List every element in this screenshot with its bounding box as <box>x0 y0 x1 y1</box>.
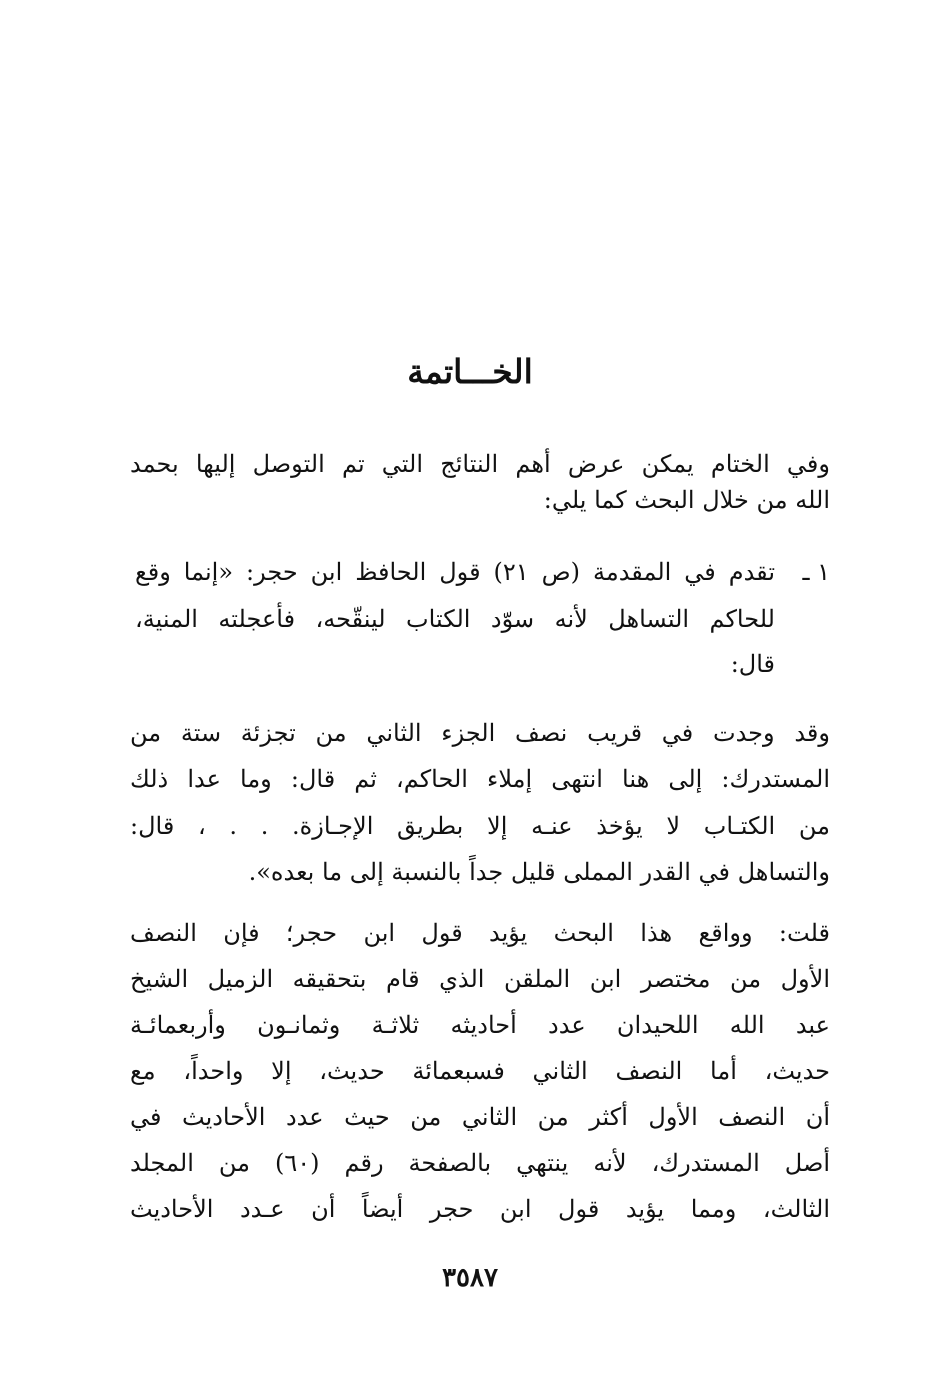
chapter-title: الخـــاتمة <box>407 352 533 391</box>
item1-line-1: تقدم في المقدمة (ص ٢١) قول الحافظ ابن حجر: «إنما وقع <box>135 558 775 586</box>
intro-line-1: وفي الختام يمكن عرض أهم النتائج التي تم التوصل إليها بحمد <box>130 450 830 478</box>
page-number: ٣٥٨٧ <box>442 1263 498 1293</box>
comment-line-1: قلت: وواقع هذا البحث يؤيد قول ابن حجر؛ فإن النصف <box>130 919 830 947</box>
quote-line-3: من الكتـاب لا يؤخذ عنـه إلا بطريق الإجـازة. . . ، قال: <box>130 812 830 840</box>
quote-line-1: وقد وجدت في قريب نصف الجزء الثاني من تجزئة ستة من <box>130 719 830 747</box>
comment-line-2: الأول من مختصر ابن الملقن الذي قام بتحقيقه الزميل الشيخ <box>130 965 830 993</box>
comment-line-6: أصل المستدرك، لأنه ينتهي بالصفحة رقم (٦٠) من المجلد <box>130 1149 830 1177</box>
intro-line-2: الله من خلال البحث كما يلي: <box>543 486 830 514</box>
comment-line-3: عبد الله اللحيدان عدد أحاديثه ثلاثـة وثمانـون وأربعمائـة <box>130 1011 830 1039</box>
comment-line-5: أن النصف الأول أكثر من الثاني من حيث عدد الأحاديث في <box>130 1103 830 1131</box>
comment-line-7: الثالث، ومما يؤيد قول ابن حجر أيضاً أن عـدد الأحاديث <box>130 1195 830 1223</box>
quote-line-4: والتساهل في القدر المملى قليل جداً بالنسبة إلى ما بعده». <box>248 858 830 886</box>
item1-line-2: للحاكم التساهل لأنه سوّد الكتاب لينقّحه، فأعجلته المنية، <box>135 605 775 633</box>
item-number: ١ ـ <box>802 558 830 586</box>
quote-line-2: المستدرك: إلى هنا انتهى إملاء الحاكم، ثم قال: وما عدا ذلك <box>130 765 830 793</box>
comment-line-4: حديث، أما النصف الثاني فسبعمائة حديث، إلا واحداً، مع <box>130 1057 830 1085</box>
item1-line-3: قال: <box>730 650 775 678</box>
